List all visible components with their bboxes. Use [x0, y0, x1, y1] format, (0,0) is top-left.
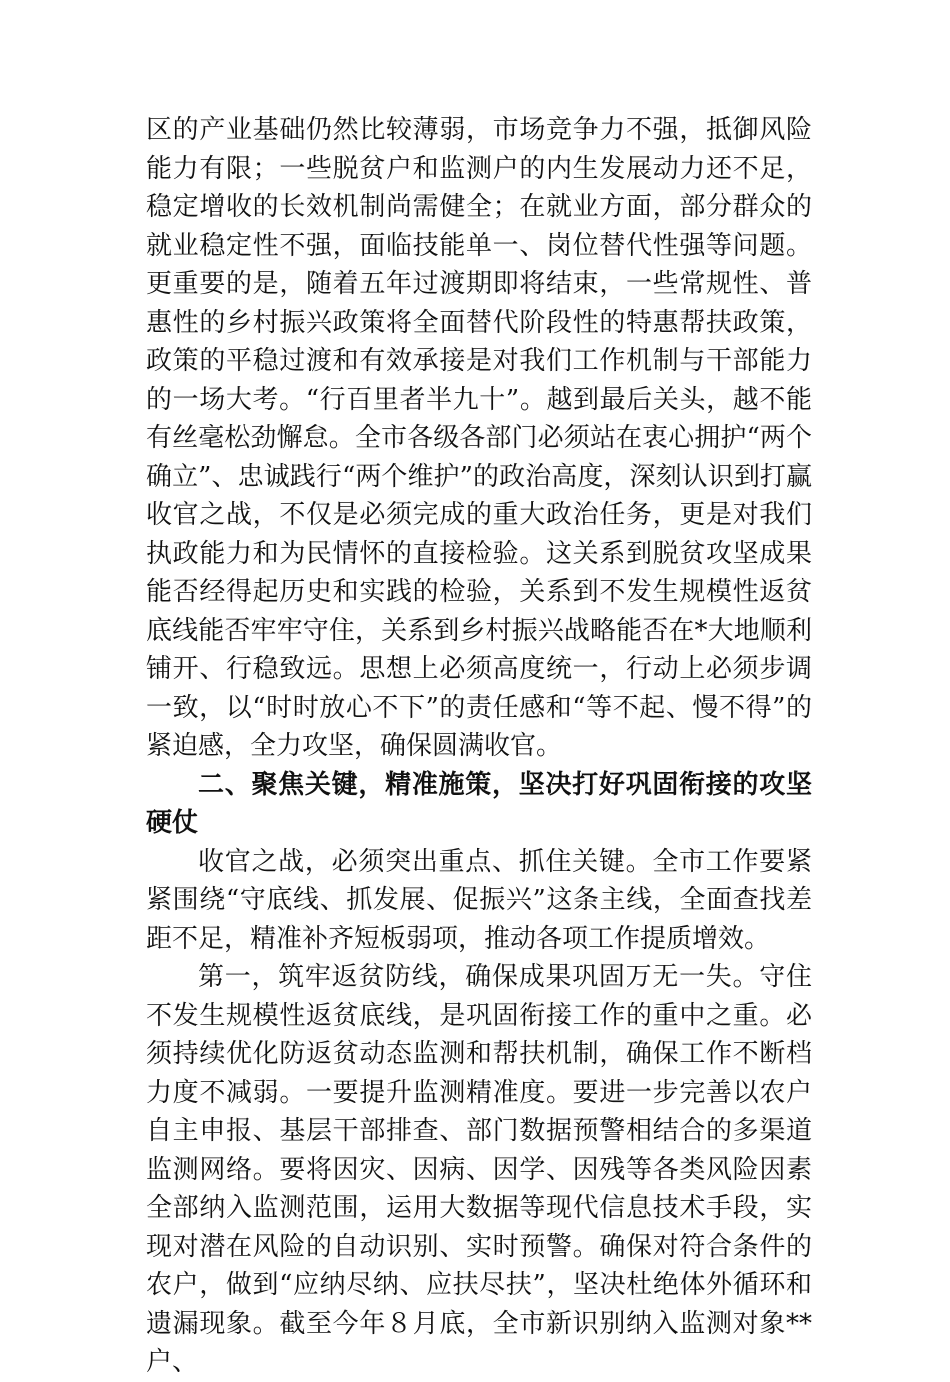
- section-heading: 二、聚焦关键，精准施策，坚决打好巩固衔接的攻坚硬仗: [146, 769, 812, 838]
- document-body: [146, 111, 812, 1382]
- paragraph-first-point: 第一，筑牢返贫防线，确保成果巩固万无一失。守住不发生规模性返贫底线，是巩固衔接工作的重中之重。必须持续优化防返贫动态监测和帮扶机制，确保工作不断档力度不减弱。一要提升监测精准度。要进一步完善以农户自主申报、基层干部排查、部门数据预警相结合的多渠道监测网络。要将因灾、因病、因学、因残等各类风险因素全部纳入监测范围，运用大数据等现代信息技术手段，实现对潜在风险的自动识别、实时预警。确保对符合条件的农户，做到“应纳尽纳、应扶尽扶”，坚决杜绝体外循环和遗漏现象。截至今年８月底，全市新识别纳入监测对象**户、: [146, 962, 812, 1377]
- paragraph-intro: 收官之战，必须突出重点、抓住关键。全市工作要紧紧围绕“守底线、抓发展、促振兴”这条主线，全面查找差距不足，精准补齐短板弱项，推动各项工作提质增效。: [146, 846, 812, 954]
- paragraph-continuation: 区的产业基础仍然比较薄弱，市场竞争力不强，抵御风险能力有限；一些脱贫户和监测户的内生发展动力还不足，稳定增收的长效机制尚需健全；在就业方面，部分群众的就业稳定性不强，面临技能单一、岗位替代性强等问题。更重要的是，随着五年过渡期即将结束，一些常规性、普惠性的乡村振兴政策将全面替代阶段性的特惠帮扶政策，政策的平稳过渡和有效承接是对我们工作机制与干部能力的一场大考。“行百里者半九十”。越到最后关头，越不能有丝毫松劲懈怠。全市各级各部门必须站在衷心拥护“两个确立”、忠诚践行“两个维护”的政治高度，深刻认识到打赢收官之战，不仅是必须完成的重大政治任务，更是对我们执政能力和为民情怀的直接检验。这关系到脱贫攻坚成果能否经得起历史和实践的检验，关系到不发生规模性返贫底线能否牢牢守住，关系到乡村振兴战略能否在*大地顺利铺开、行稳致远。思想上必须高度统一，行动上必须步调一致，以“时时放心不下”的责任感和“等不起、慢不得”的紧迫感，全力攻坚，确保圆满收官。: [146, 115, 812, 761]
